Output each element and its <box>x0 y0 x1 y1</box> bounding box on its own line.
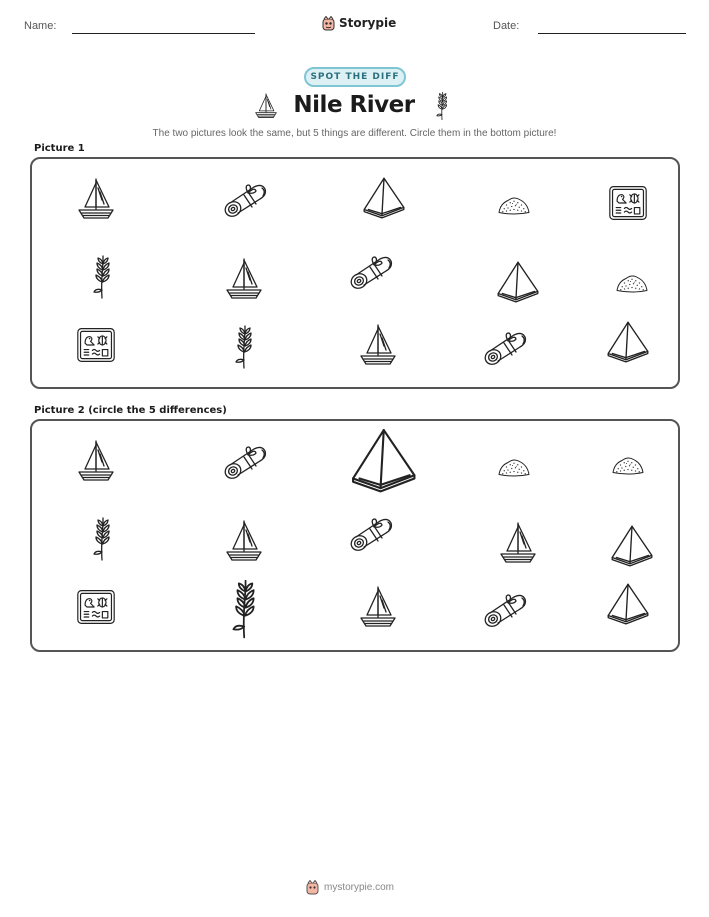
hieroglyph-tablet-icon[interactable] <box>76 588 116 626</box>
picture2-label: Picture 2 (circle the 5 differences) <box>34 405 227 416</box>
storypie-mascot-icon <box>306 880 319 895</box>
wheat-icon[interactable] <box>90 254 114 300</box>
picture2-panel[interactable] <box>30 419 680 652</box>
sailboat-icon[interactable] <box>498 520 538 566</box>
grain-pile-icon[interactable] <box>610 452 646 478</box>
footer <box>306 880 394 895</box>
scroll-icon[interactable] <box>482 329 530 369</box>
storypie-mascot-icon <box>322 16 335 31</box>
name-label: Name: <box>24 20 57 32</box>
name-line[interactable] <box>72 33 255 34</box>
pyramid-icon[interactable] <box>359 175 409 219</box>
brand-logo <box>322 13 396 33</box>
date-label: Date: <box>493 20 520 32</box>
pyramid-icon[interactable] <box>603 319 653 363</box>
grain-pile-icon[interactable] <box>496 454 532 480</box>
pyramid-icon[interactable] <box>345 425 423 493</box>
instructions: The two pictures look the same, but 5 things are different. Circle them in the bottom picture! <box>152 128 557 139</box>
scroll-icon[interactable] <box>482 591 530 631</box>
wheat-icon[interactable] <box>228 578 260 640</box>
picture1-panel[interactable] <box>30 157 680 389</box>
scroll-icon[interactable] <box>348 515 396 555</box>
scroll-icon[interactable] <box>222 181 270 221</box>
pyramid-icon[interactable] <box>493 259 543 303</box>
page-title: Nile River <box>293 92 415 118</box>
sailboat-icon <box>253 92 279 120</box>
brand-name: Storypie <box>339 16 397 30</box>
sailboat-icon[interactable] <box>76 176 116 222</box>
footer-site: mystorypie.com <box>324 882 395 893</box>
pyramid-icon[interactable] <box>603 581 653 625</box>
grain-pile-icon[interactable] <box>496 192 532 218</box>
wheat-icon[interactable] <box>90 516 114 562</box>
date-line[interactable] <box>538 33 686 34</box>
wheat-icon <box>432 91 452 121</box>
sailboat-icon[interactable] <box>224 518 264 564</box>
sailboat-icon[interactable] <box>358 322 398 368</box>
sailboat-icon[interactable] <box>224 256 264 302</box>
sailboat-icon[interactable] <box>76 438 116 484</box>
activity-badge: SPOT THE DIFF <box>304 67 406 87</box>
hieroglyph-tablet-icon[interactable] <box>608 184 648 222</box>
wheat-icon[interactable] <box>232 324 256 370</box>
sailboat-icon[interactable] <box>358 584 398 630</box>
scroll-icon[interactable] <box>222 443 270 483</box>
picture1-label: Picture 1 <box>34 143 85 154</box>
scroll-icon[interactable] <box>348 253 396 293</box>
pyramid-icon[interactable] <box>607 523 657 567</box>
hieroglyph-tablet-icon[interactable] <box>76 326 116 364</box>
grain-pile-icon[interactable] <box>614 270 650 296</box>
